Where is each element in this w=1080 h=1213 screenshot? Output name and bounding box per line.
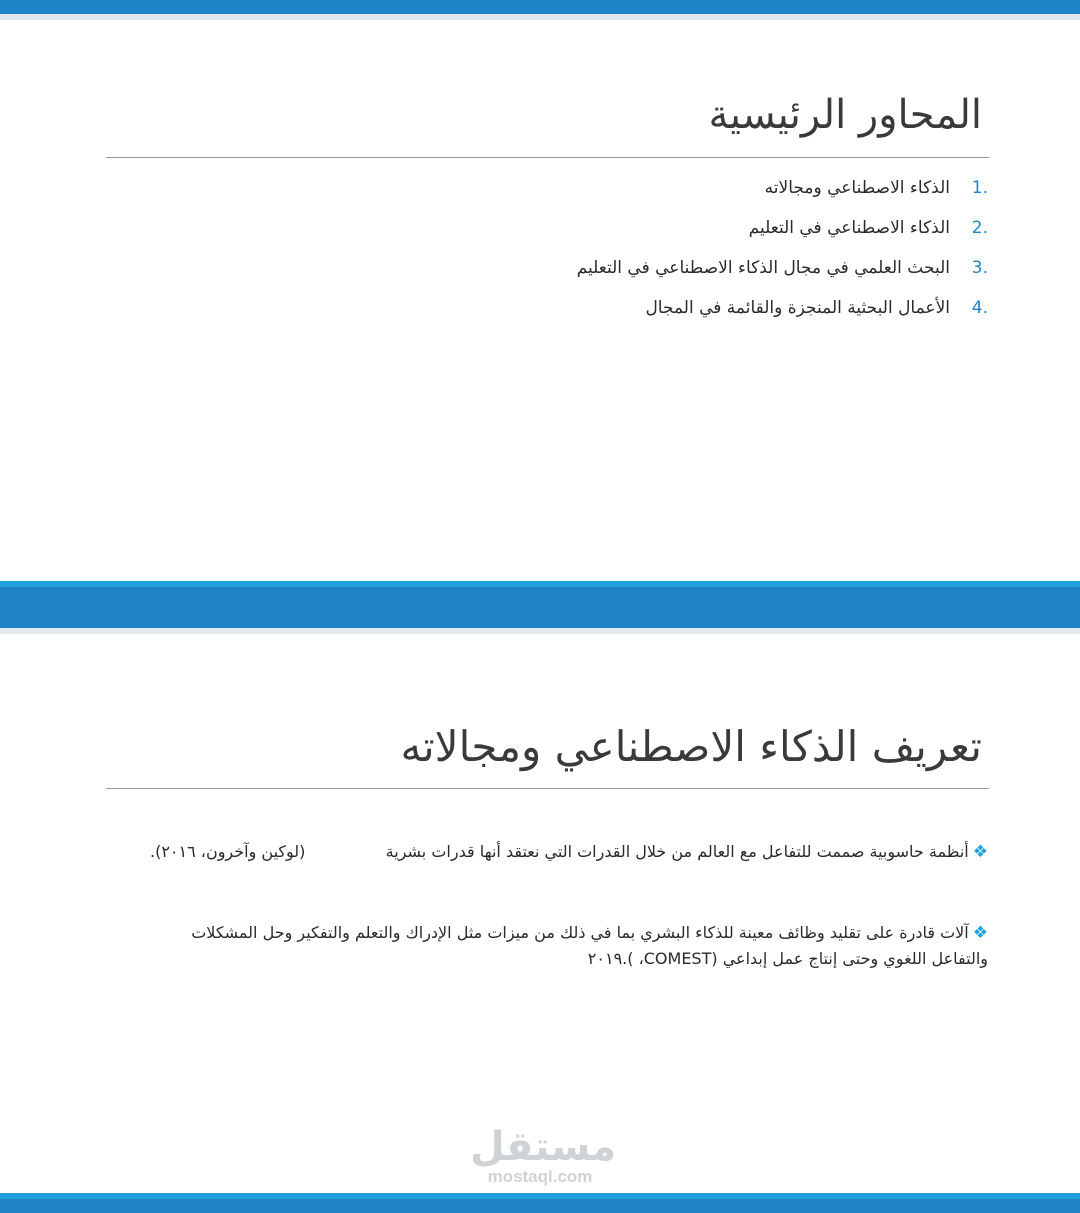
- slide2-title: تعريف الذكاء الاصطناعي ومجالاته: [400, 722, 982, 771]
- item-number: 2.: [971, 218, 988, 238]
- watermark-arabic: مستقل: [470, 1124, 617, 1170]
- slide2-title-rule: [106, 788, 989, 789]
- item-number: 3.: [971, 258, 988, 278]
- bottom-accent-bar: [0, 1199, 1080, 1213]
- list-item: [577, 248, 988, 288]
- bullet-text: آلات قادرة على تقليد وظائف معينة للذكاء البشري بما في ذلك من ميزات مثل الإدراك والتعلم والتفكير وحل المشكلات: [191, 923, 969, 942]
- definition-bullet-2: [191, 920, 988, 972]
- list-item: [577, 208, 988, 248]
- bullet-citation: (لوكين وآخرون، ٢٠١٦).: [150, 842, 306, 861]
- definition-bullet-1: [386, 842, 988, 862]
- list-item: [577, 168, 988, 208]
- top-divider-strip: [0, 14, 1080, 20]
- watermark-latin: mostaql.com: [487, 1167, 593, 1186]
- mostaql-watermark: [470, 1124, 617, 1186]
- top-accent-bar: [0, 0, 1080, 14]
- item-label: البحث العلمي في مجال الذكاء الاصطناعي في التعليم: [576, 258, 950, 278]
- diamond-bullet-icon: ❖: [972, 923, 988, 943]
- bullet-text-continued: والتفاعل اللغوي وحتى إنتاج عمل إبداعي (COMEST، ).٢٠١٩: [587, 949, 988, 968]
- slide-separator-strip: [0, 628, 1080, 634]
- list-item: [577, 288, 988, 328]
- main-topics-list: [577, 168, 988, 328]
- slide1-title-rule: [106, 157, 989, 158]
- item-number: 4.: [971, 298, 988, 318]
- bullet-text: أنظمة حاسوبية صممت للتفاعل مع العالم من خلال القدرات التي نعتقد أنها قدرات بشرية: [385, 842, 969, 861]
- diamond-bullet-icon: ❖: [972, 842, 988, 862]
- item-label: الأعمال البحثية المنجزة والقائمة في المجال: [645, 298, 950, 318]
- slide1-title: المحاور الرئيسية: [708, 92, 982, 138]
- item-number: 1.: [971, 178, 988, 198]
- item-label: الذكاء الاصطناعي ومجالاته: [764, 178, 950, 198]
- item-label: الذكاء الاصطناعي في التعليم: [748, 218, 950, 238]
- slide-separator-bar: [0, 587, 1080, 628]
